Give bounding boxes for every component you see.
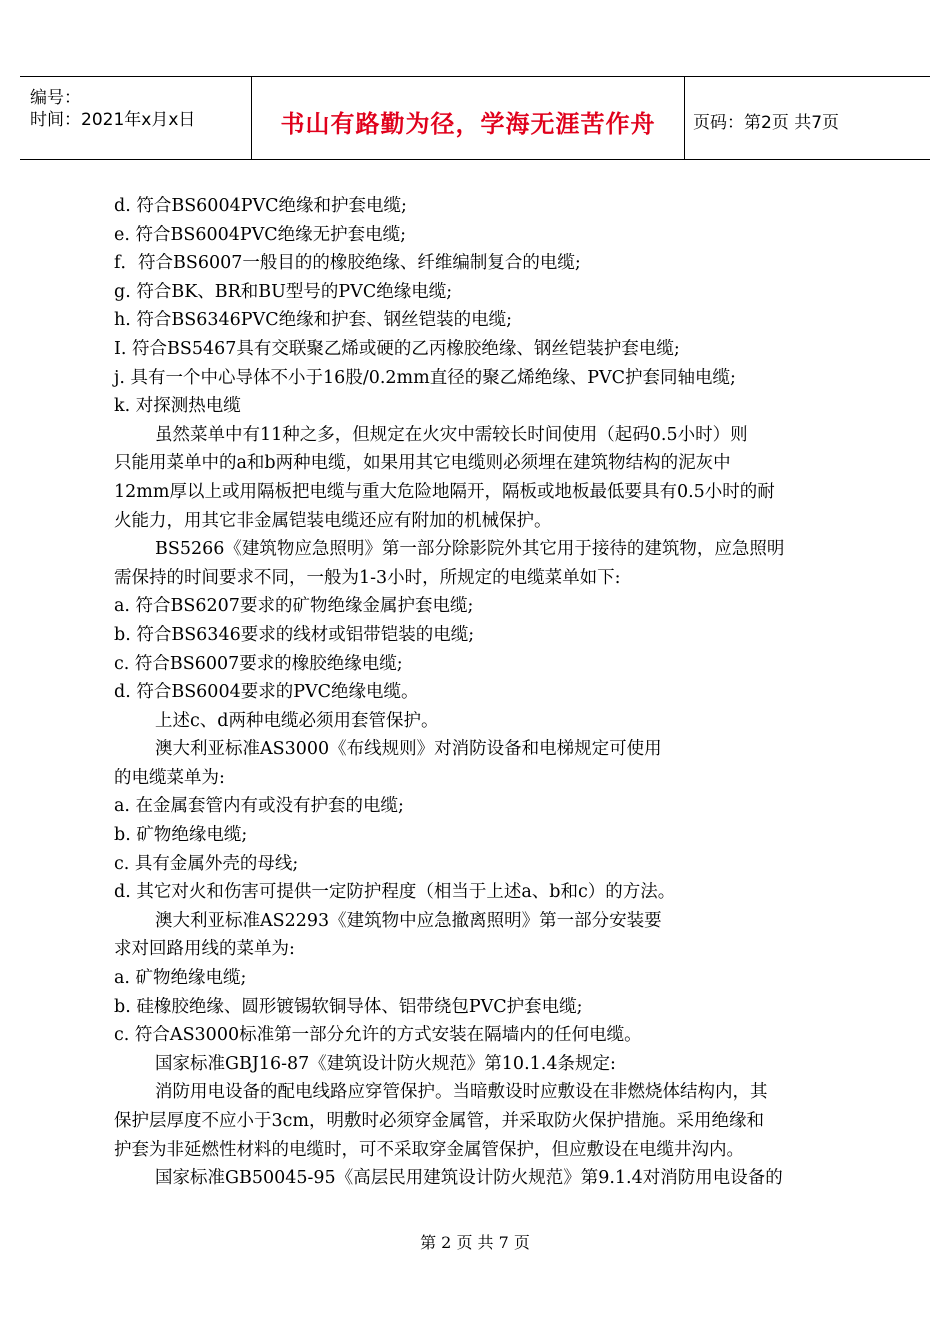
text-line: 国家标准GB50045-95《高层民用建筑设计防火规范》第9.1.4对消防用电设备的 (155, 1168, 783, 1189)
text-line: 只能用菜单中的a和b两种电缆，如果用其它电缆则必须埋在建筑物结构的泥灰中 (114, 453, 731, 474)
text-line: j. 具有一个中心导体不小于16股/0.2mm直径的聚乙烯绝缘、PVC护套同轴电缆; (114, 367, 736, 388)
text-line: 虽然菜单中有11种之多，但规定在火灾中需较长时间使用（起码0.5小时）则 (155, 424, 748, 445)
serial-label: 编号： (30, 88, 81, 108)
text-line: c. 符合BS6007要求的橡胶绝缘电缆; (114, 653, 403, 674)
header-page-cell (684, 77, 930, 159)
text-line: a. 符合BS6207要求的矿物绝缘金属护套电缆; (114, 596, 474, 617)
text-line: 消防用电设备的配电线路应穿管保护。当暗敷设时应敷设在非燃烧体结构内，其 (155, 1082, 768, 1103)
text-line: f．符合BS6007一般目的的橡胶绝缘、纤维编制复合的电缆; (114, 253, 581, 274)
text-line: 的电缆菜单为: (114, 767, 225, 788)
text-line: 护套为非延燃性材料的电缆时，可不采取穿金属管保护，但应敷设在电缆井沟内。 (114, 1139, 744, 1160)
text-line: b. 硅橡胶绝缘、圆形镀锡软铜导体、铝带绕包PVC护套电缆; (114, 996, 583, 1017)
page-header (20, 76, 930, 160)
page-number-label: 页码：第2页 共7页 (693, 113, 840, 133)
header-meta-cell (20, 77, 251, 159)
text-line: d. 符合BS6004PVC绝缘和护套电缆; (114, 196, 407, 216)
page-footer: 第 2 页 共 7 页 (420, 1233, 530, 1252)
document-body (114, 192, 844, 1193)
text-line: 求对回路用线的菜单为: (114, 939, 295, 960)
header-motto-cell (251, 77, 685, 159)
motto-text: 书山有路勤为径，学海无涯苦作舟 (280, 110, 656, 138)
text-line: 澳大利亚标准AS3000《布线规则》对消防设备和电梯规定可使用 (155, 739, 662, 760)
text-line: 需保持的时间要求不同，一般为1-3小时，所规定的电缆菜单如下: (114, 567, 621, 588)
text-line: 火能力，用其它非金属铠装电缆还应有附加的机械保护。 (114, 510, 552, 531)
time-label: 时间：2021年x月x日 (30, 110, 196, 130)
text-line: I. 符合BS5467具有交联聚乙烯或硬的乙丙橡胶绝缘、钢丝铠装护套电缆; (114, 338, 680, 359)
text-line: e. 符合BS6004PVC绝缘无护套电缆; (114, 224, 407, 245)
text-line: b. 矿物绝缘电缆; (114, 825, 248, 846)
text-line: d. 其它对火和伤害可提供一定防护程度（相当于上述a、b和c）的方法。 (114, 882, 676, 903)
text-line: d. 符合BS6004要求的PVC绝缘电缆。 (114, 682, 419, 703)
text-line: 上述c、d两种电缆必须用套管保护。 (155, 710, 439, 731)
text-line: h. 符合BS6346PVC绝缘和护套、钢丝铠装的电缆; (114, 310, 512, 331)
text-line: c. 符合AS3000标准第一部分允许的方式安装在隔墙内的任何电缆。 (114, 1025, 642, 1046)
text-line: k. 对探测热电缆 (114, 396, 241, 417)
text-line: BS5266《建筑物应急照明》第一部分除影院外其它用于接待的建筑物，应急照明 (155, 539, 785, 560)
text-line: 国家标准GBJ16-87《建筑设计防火规范》第10.1.4条规定: (155, 1053, 616, 1074)
text-line: 12mm厚以上或用隔板把电缆与重大危险地隔开，隔板或地板最低要具有0.5小时的耐 (114, 481, 775, 502)
text-line: a. 在金属套管内有或没有护套的电缆; (114, 796, 404, 817)
text-line: g. 符合BK、BR和BU型号的PVC绝缘电缆; (114, 281, 453, 302)
text-line: 澳大利亚标准AS2293《建筑物中应急撤离照明》第一部分安装要 (155, 910, 662, 931)
text-line: a. 矿物绝缘电缆; (114, 968, 247, 989)
text-line: c. 具有金属外壳的母线; (114, 853, 299, 874)
text-line: 保护层厚度不应小于3cm，明敷时必须穿金属管，并采取防火保护措施。采用绝缘和 (114, 1111, 765, 1131)
text-line: b. 符合BS6346要求的线材或铝带铠装的电缆; (114, 624, 475, 645)
